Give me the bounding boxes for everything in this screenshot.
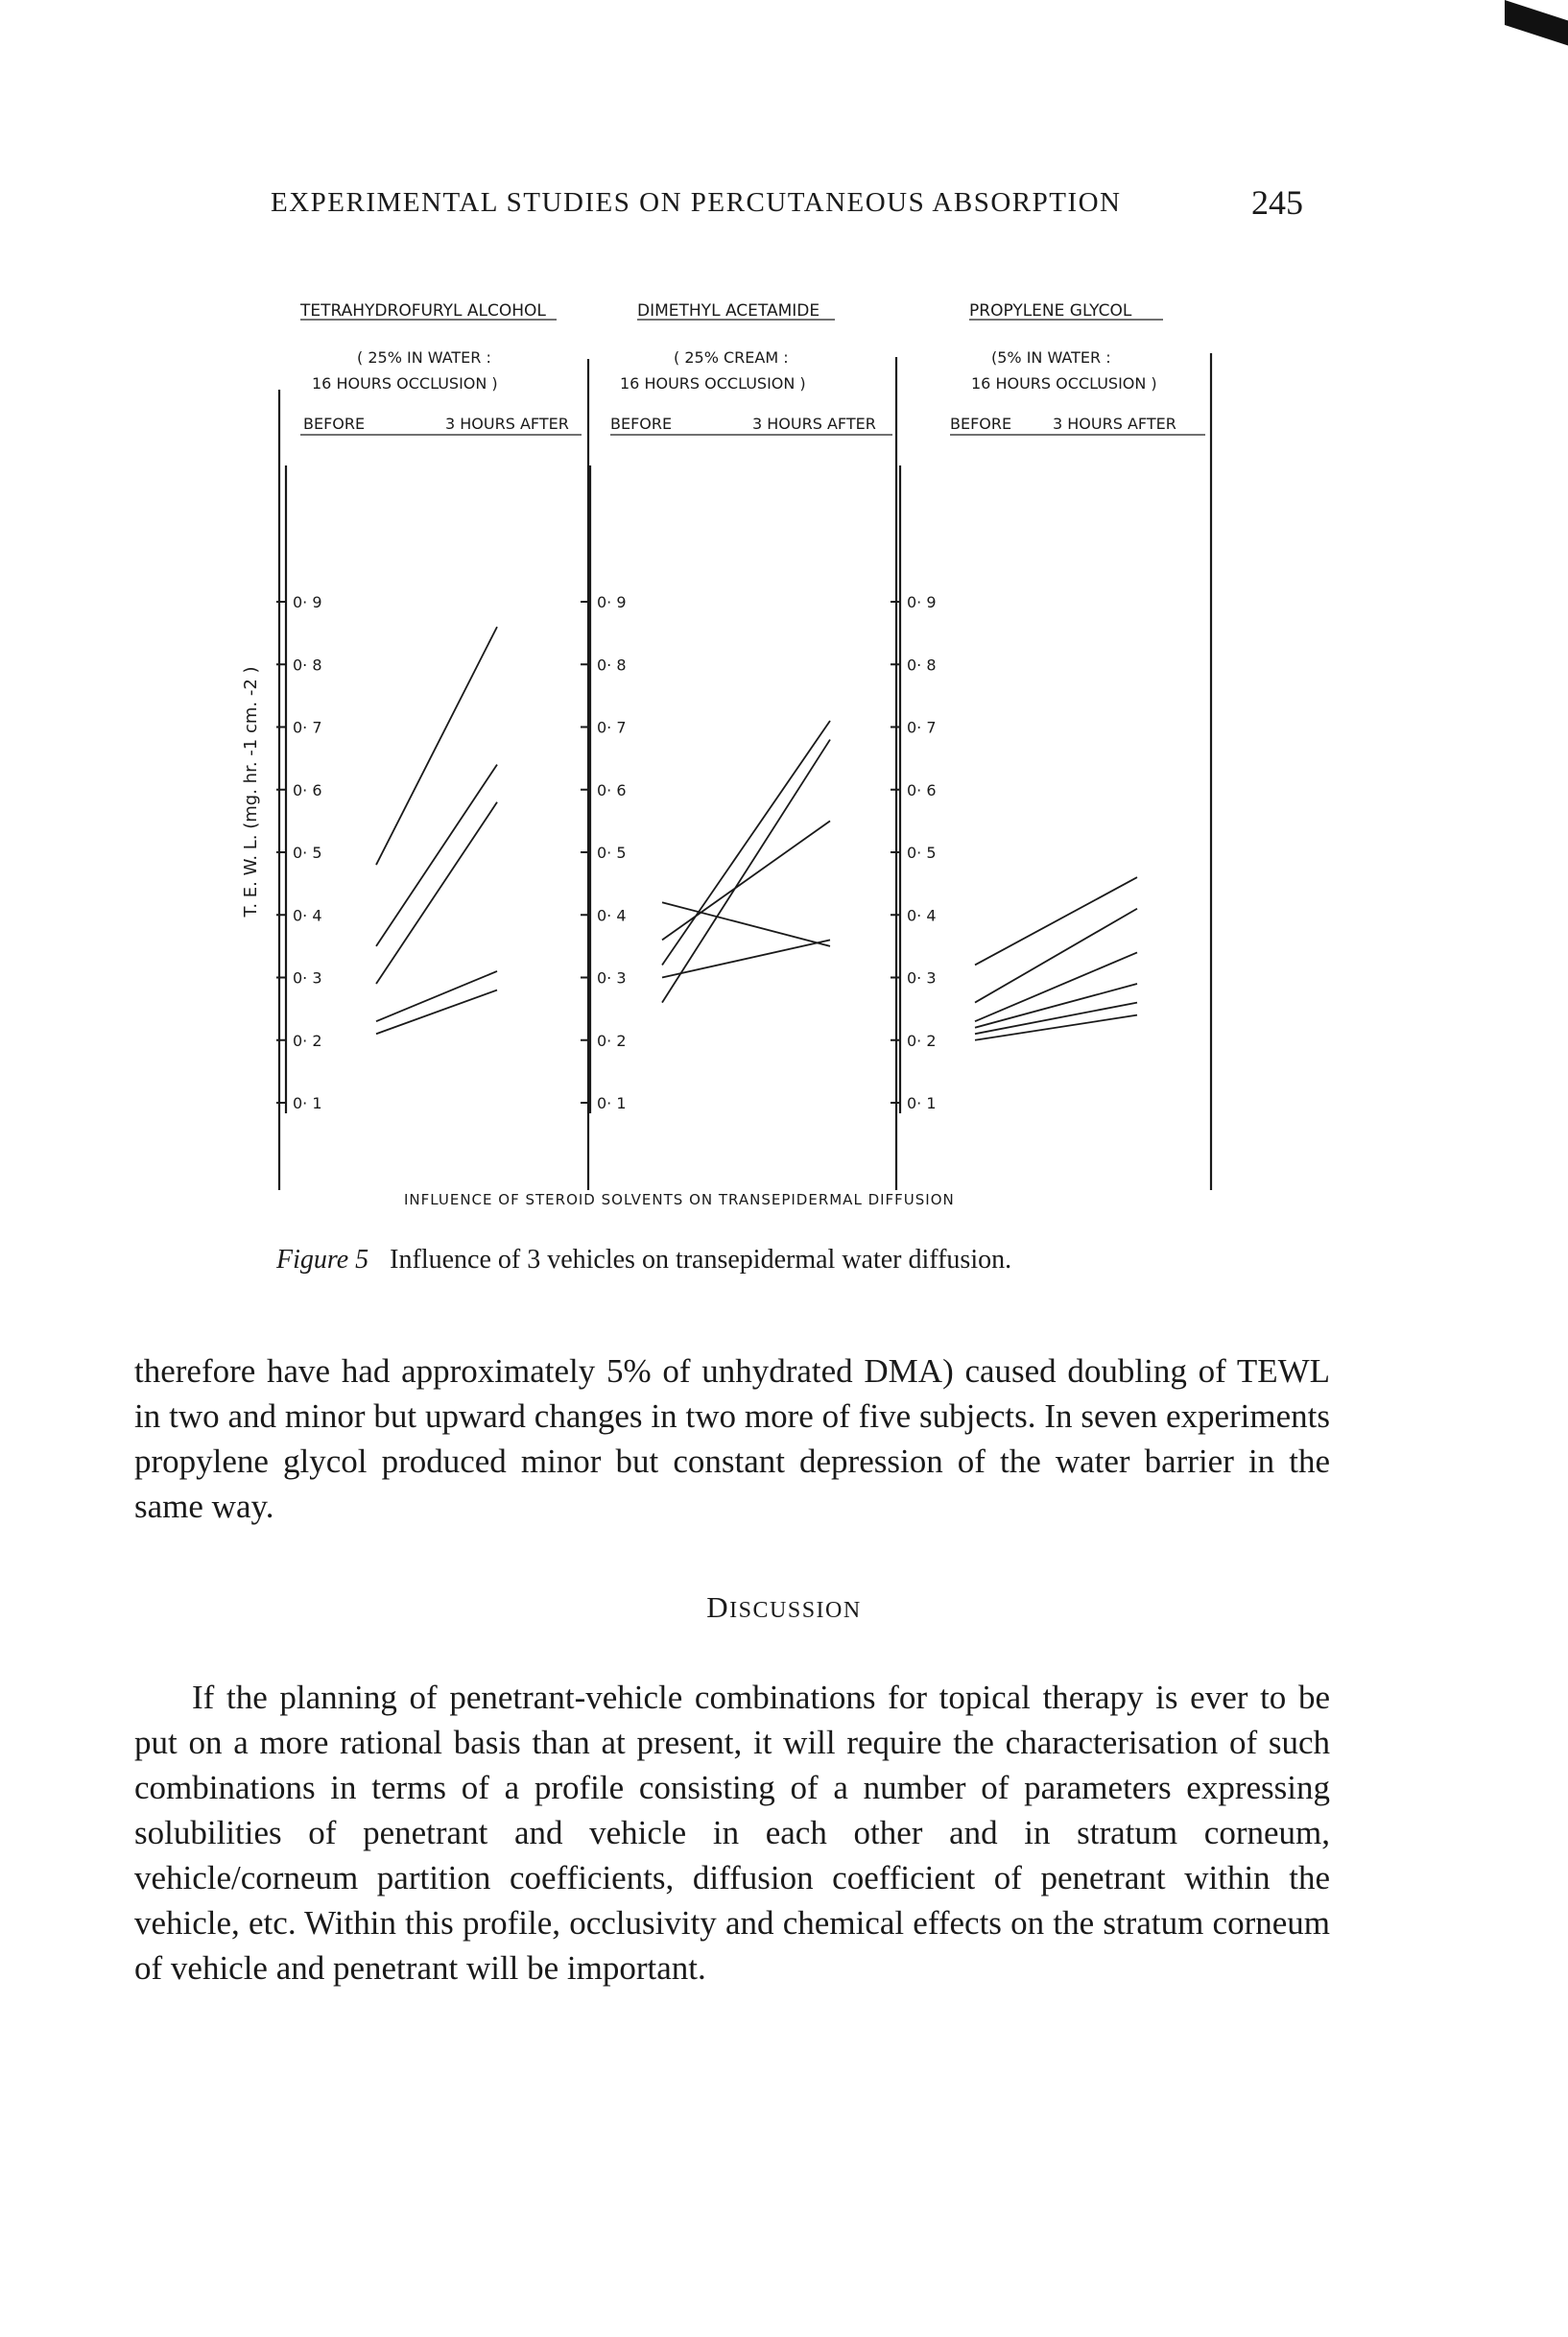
panel-2-subject-3-line <box>662 721 830 965</box>
panel-2-title: DIMETHYL ACETAMIDE <box>637 301 820 321</box>
figure-label: Figure 5 <box>276 1245 369 1275</box>
panel-2-tick-label: 0· 7 <box>597 718 627 737</box>
panel-3-subject-3-line <box>975 952 1137 1021</box>
panel-1-tick-label: 0· 5 <box>293 844 322 862</box>
panel-2-tick-label: 0· 6 <box>597 780 627 799</box>
panel-3-condition-2: 16 HOURS OCCLUSION ) <box>971 374 1157 393</box>
body-paragraph-2: If the planning of penetrant-vehicle combinations for topical therapy is ever to be put on a more rational basis than at present, it will require the characterisation of such combinations in terms of a profile consisting of a number of parameters expressing solubilities of penetrant and vehicle in each other and in stratum corneum, vehicle/corneum partition coefficients, diffusion coefficient of penetrant within the vehicle, etc. Within this profile, occlusivity and chemical effects on the stratum corneum of vehicle and penetrant will be important. <box>134 1679 1330 1987</box>
panel-3-tick-label: 0· 3 <box>907 968 937 988</box>
panel-2-after-label: 3 HOURS AFTER <box>752 415 876 433</box>
panel-1-tick-label: 0· 6 <box>293 780 322 799</box>
panel-2-tick-label: 0· 4 <box>597 906 627 925</box>
panel-3-subject-1-line <box>975 877 1137 965</box>
body-paragraph-1: therefore have had approximately 5% of unhydrated DMA) caused doubling of TEWL in two and minor but upward changes in two more of five subjects. In seven experiments propylene glycol produced minor but constant depression of the water barrier in the same way. <box>134 1352 1330 1525</box>
panel-3-tick-label: 0· 1 <box>907 1094 937 1112</box>
panel-3-tick-label: 0· 8 <box>907 656 937 675</box>
panel-1-tick-label: 0· 1 <box>293 1094 322 1112</box>
panel-1-tick-label: 0· 3 <box>293 968 322 988</box>
panel-2-before-label: BEFORE <box>610 415 673 433</box>
panel-3-before-label: BEFORE <box>950 415 1012 433</box>
panel-1-tick-label: 0· 9 <box>293 593 322 611</box>
panel-2-condition-2: 16 HOURS OCCLUSION ) <box>620 374 806 393</box>
panel-3-tick-label: 0· 7 <box>907 718 937 737</box>
section-heading-initial: D <box>706 1590 730 1624</box>
panel-2-subject-5-line <box>662 740 830 1003</box>
panel-3-tick-label: 0· 6 <box>907 780 937 799</box>
panel-3-subject-4-line <box>975 984 1137 1028</box>
panel-1-title: TETRAHYDROFURYL ALCOHOL <box>300 301 546 321</box>
panel-3-title: PROPYLENE GLYCOL <box>969 301 1132 321</box>
section-heading <box>0 1590 1568 1625</box>
panel-2-tick-label: 0· 3 <box>597 968 627 988</box>
running-head: EXPERIMENTAL STUDIES ON PERCUTANEOUS ABSORPTION <box>271 187 1122 218</box>
panel-3-after-label: 3 HOURS AFTER <box>1053 415 1176 433</box>
panel-2-subject-2-line <box>662 821 830 940</box>
panel-1-after-label: 3 HOURS AFTER <box>445 415 569 433</box>
panel-1-subject-2-line <box>376 765 497 946</box>
page-number: 245 <box>1251 183 1303 222</box>
panel-1-condition-1: ( 25% IN WATER : <box>357 348 491 367</box>
panel-3-tick-label: 0· 2 <box>907 1031 937 1050</box>
panel-2-tick-label: 0· 2 <box>597 1031 627 1050</box>
panel-3-tick-label: 0· 4 <box>907 906 937 925</box>
panel-2-tick-label: 0· 1 <box>597 1094 627 1112</box>
figure-inner-title: INFLUENCE OF STEROID SOLVENTS ON TRANSEPIDERMAL DIFFUSION <box>404 1191 955 1208</box>
figure-caption <box>276 1245 1011 1276</box>
panel-2-condition-1: ( 25% CREAM : <box>674 348 789 367</box>
panel-1-tick-label: 0· 8 <box>293 656 322 675</box>
section-heading-rest: ISCUSSION <box>729 1598 862 1623</box>
panel-2-tick-label: 0· 9 <box>597 593 627 611</box>
chart-frame <box>279 353 1211 1190</box>
panel-1-tick-label: 0· 4 <box>293 906 322 925</box>
panel-2-subject-1-line <box>662 902 830 946</box>
panel-3-subject-2-line <box>975 909 1137 1003</box>
panel-1-condition-2: 16 HOURS OCCLUSION ) <box>312 374 498 393</box>
panel-3-condition-1: (5% IN WATER : <box>991 348 1111 367</box>
panel-1-before-label: BEFORE <box>303 415 366 433</box>
panel-2-subject-4-line <box>662 940 830 977</box>
figure-caption-text: Influence of 3 vehicles on transepidermal water diffusion. <box>390 1245 1012 1275</box>
panel-2-tick-label: 0· 8 <box>597 656 627 675</box>
panel-3-tick-label: 0· 5 <box>907 844 937 862</box>
panel-2-tick-label: 0· 5 <box>597 844 627 862</box>
panel-1-tick-label: 0· 2 <box>293 1031 322 1050</box>
panel-1-tick-label: 0· 7 <box>293 718 322 737</box>
panel-3-tick-label: 0· 9 <box>907 593 937 611</box>
y-axis-label: T. E. W. L. (mg. hr. -1 cm. -2 ) <box>241 666 261 918</box>
